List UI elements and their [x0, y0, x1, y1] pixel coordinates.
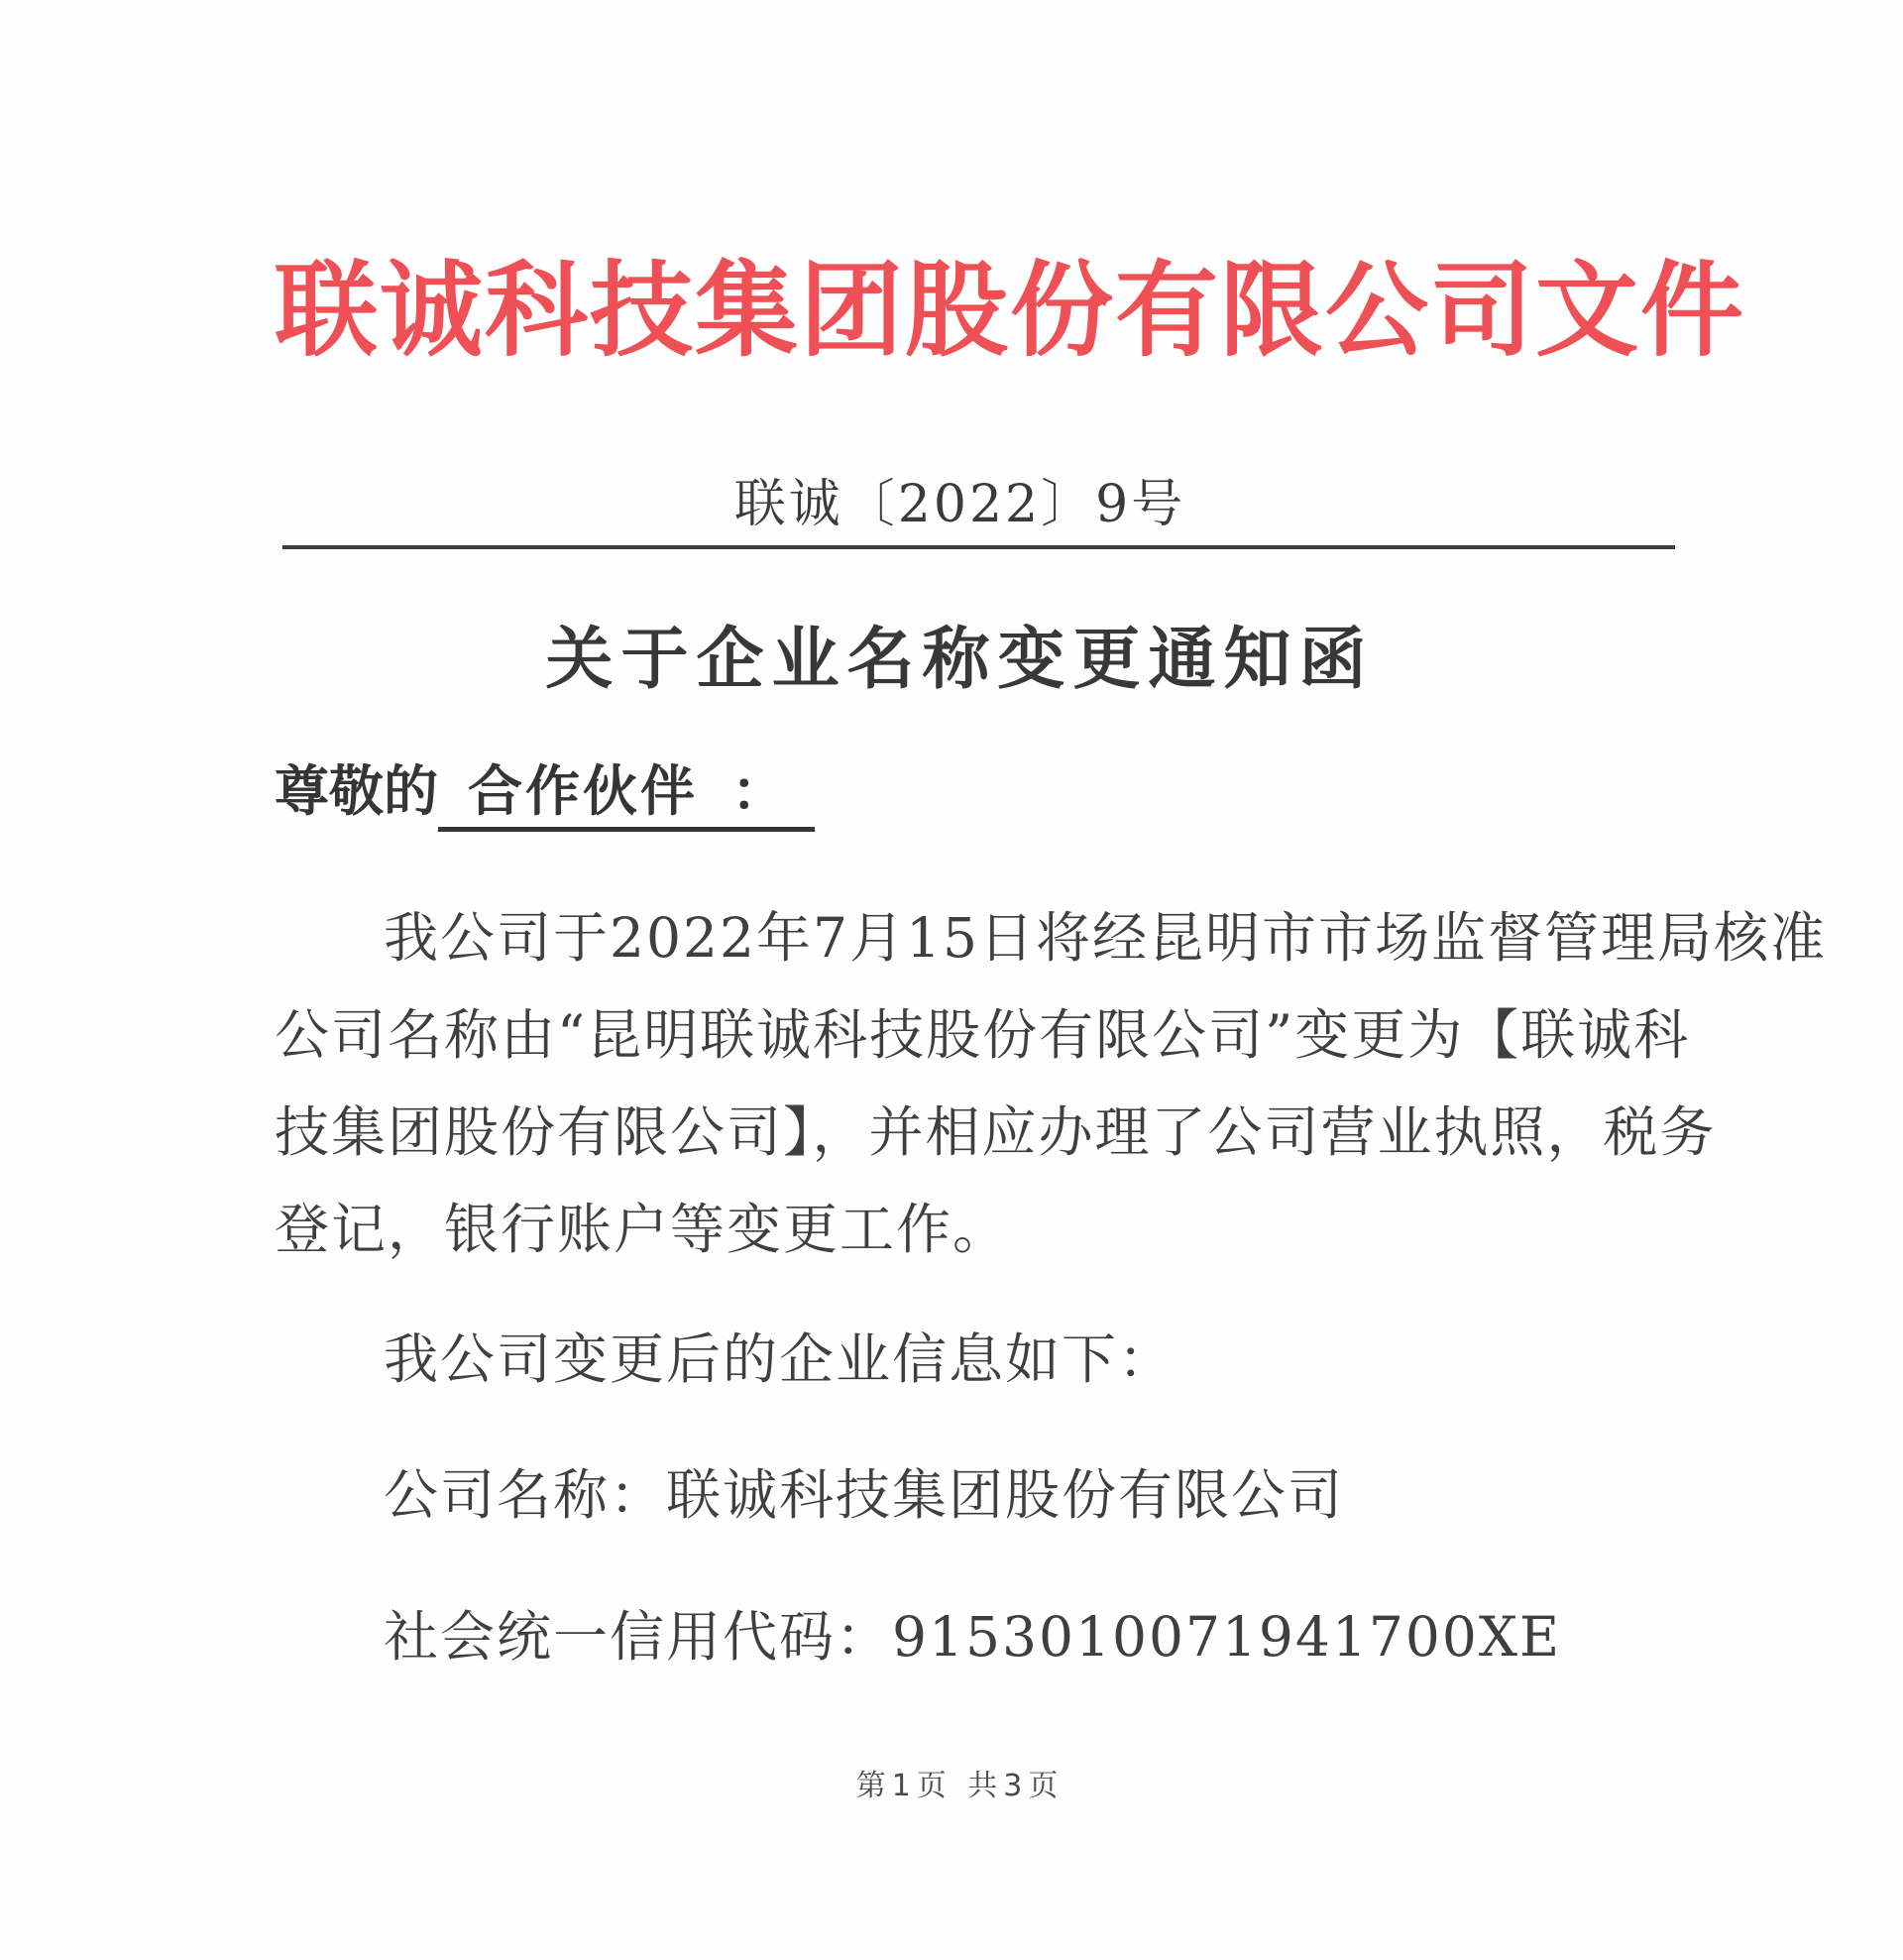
salutation-line	[275, 759, 1645, 832]
body-line: 技集团股份有限公司】，并相应办理了公司营业执照，税务	[275, 1100, 1717, 1164]
body-line: 我公司于2022年7月15日将经昆明市市场监督管理局核准	[384, 906, 1827, 970]
salutation-prefix: 尊敬的	[275, 759, 439, 823]
company-name-line: 公司名称：联诚科技集团股份有限公司	[384, 1463, 1345, 1527]
salutation-recipient: 合作伙伴	[468, 759, 699, 823]
salutation-colon: ：	[731, 759, 790, 823]
letterhead-divider-rule	[282, 545, 1675, 549]
body-paragraph	[275, 889, 1827, 1278]
body-line: 登记，银行账户等变更工作。	[275, 1198, 1010, 1261]
salutation-recipient-underline	[438, 759, 815, 832]
document-content	[275, 246, 1827, 1806]
credit-code-line: 社会统一信用代码：9153010071941700XE	[384, 1605, 1562, 1669]
subject-title: 关于企业名称变更通知函	[545, 621, 1375, 699]
letterhead-title: 联诚科技集团股份有限公司文件	[275, 249, 1746, 371]
info-intro-line: 我公司变更后的企业信息如下：	[384, 1327, 1175, 1391]
page-number-footer: 第1页 共3页	[855, 1769, 1064, 1803]
document-number: 联诚〔2022〕9号	[733, 475, 1186, 534]
body-line: 公司名称由“昆明联诚科技股份有限公司”变更为【联诚科	[275, 1003, 1691, 1067]
